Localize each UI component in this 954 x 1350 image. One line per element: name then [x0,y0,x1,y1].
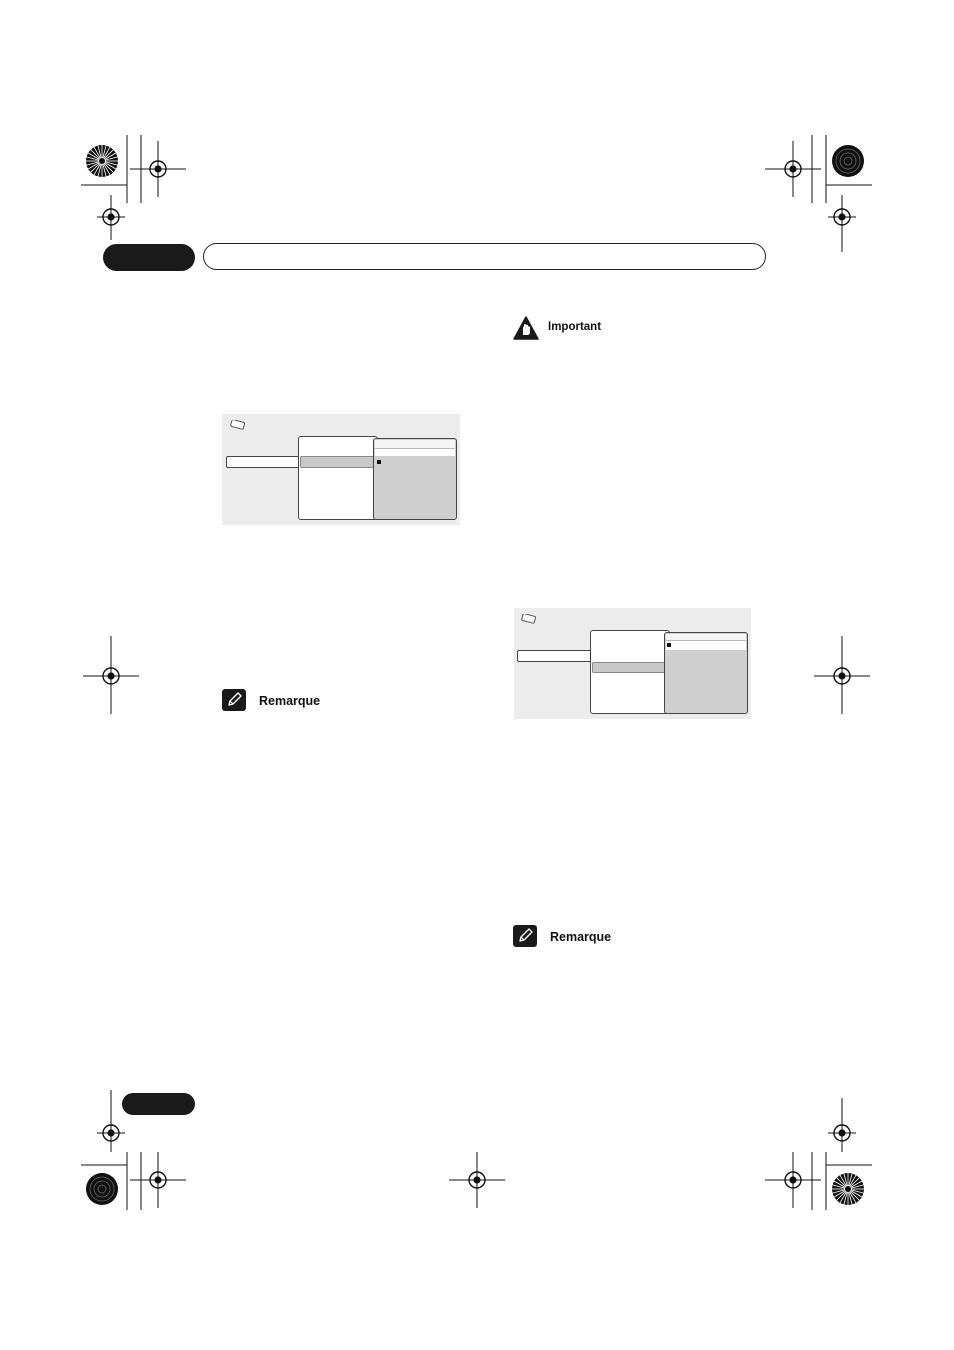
menu-column-3-option[interactable] [666,641,746,650]
remarque-heading-left: Remarque [259,694,321,708]
menu-column-1-item[interactable] [226,456,301,468]
page-number-tab [122,1093,195,1115]
crop-concentric-icon [85,1172,119,1206]
menu-column-3-header [666,634,746,641]
crop-starburst-icon [831,1172,865,1206]
pencil-icon [513,925,537,947]
menu-column-2 [298,436,378,520]
disc-icon [521,614,537,624]
selection-marker-icon [377,460,381,464]
menu-column-1-item[interactable] [517,650,592,662]
osd-menu-screenshot-2 [514,608,751,719]
important-heading: Important [548,321,602,333]
menu-column-2-selected-item[interactable] [592,662,668,673]
selection-marker-icon [667,643,671,647]
menu-column-2-selected-item[interactable] [300,456,376,468]
crop-concentric-icon [831,144,865,178]
disc-icon [230,420,246,430]
menu-column-3-option[interactable] [375,449,455,456]
warning-hand-icon [513,316,539,340]
crop-starburst-icon [85,144,119,178]
chapter-tab [103,244,195,271]
header-bar [203,243,766,270]
menu-column-3-header [375,440,455,449]
remarque-heading-right: Remarque [550,930,612,944]
osd-menu-screenshot-1 [222,414,460,525]
pencil-icon [222,689,246,711]
